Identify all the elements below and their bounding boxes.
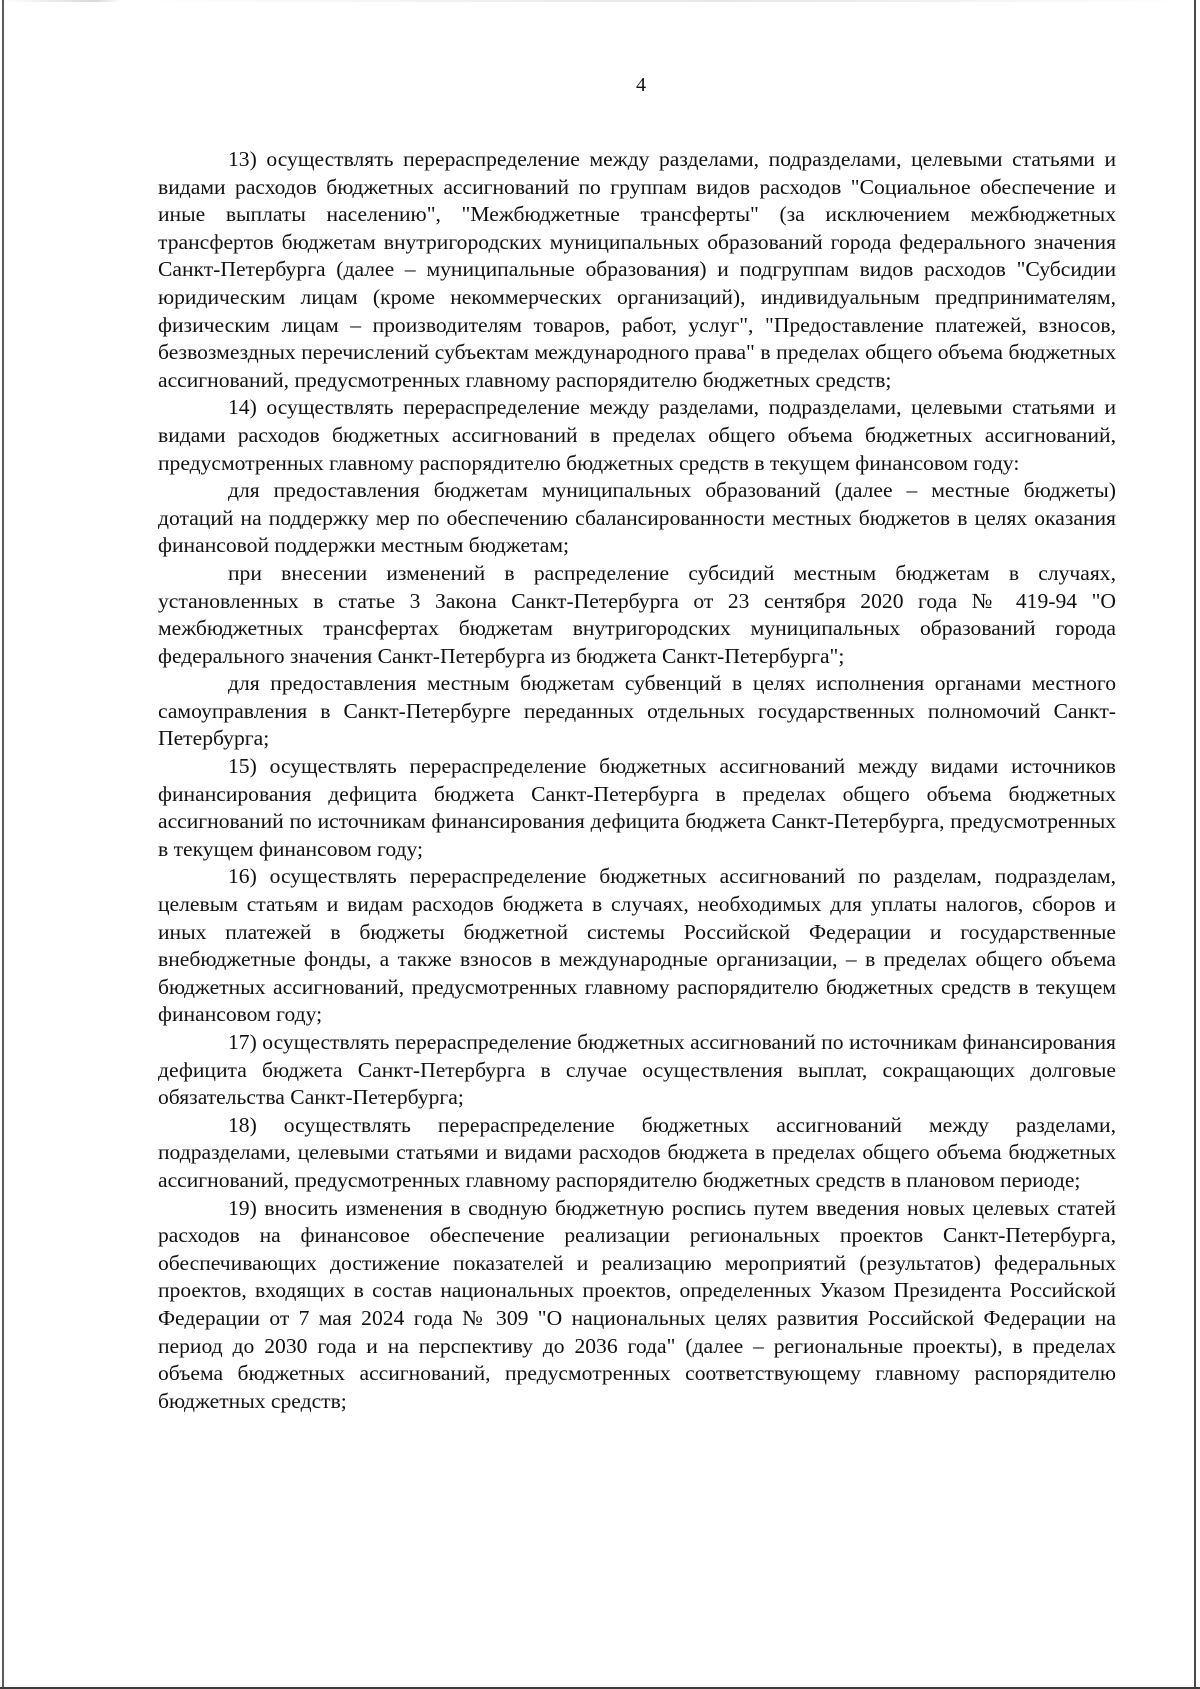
paragraph-item-16: 16) осуществлять перераспределение бюджетных ассигнований по разделам, подразделам, целевым статьям и видам расходов бюджета в случаях, необходимых для уплаты налогов, сборов и иных платежей в бюджеты бюджетной системы Российской Федерации и государственные внебюджетные фонды, а также взносов в международные организации, – в пределах общего объема бюджетных ассигнований, предусмотренных главному распорядителю бюджетных средств в текущем финансовом году; xyxy=(158,864,1116,1027)
paragraph-item-18: 18) осуществлять перераспределение бюджетных ассигнований между разделами, подразделами, целевыми статьями и видами расходов бюджета в пределах общего объема бюджетных ассигнований, предусмотренных главному распорядителю бюджетных средств в плановом периоде; xyxy=(158,1112,1116,1192)
scan-edge-top xyxy=(0,0,1200,2)
page-number: 4 xyxy=(636,74,646,96)
paragraph-item-17: 17) осуществлять перераспределение бюджетных ассигнований по источникам финансирования дефицита бюджета Санкт-Петербурга в случае осуществления выплат, сокращающих долговые обязательства Санкт-Петербурга; xyxy=(158,1030,1116,1110)
paragraph-local-budgets-subsidies: для предоставления бюджетам муниципальных образований (далее – местные бюджеты) дотаций на поддержку мер по обеспечению сбалансированности местных бюджетов в целях оказания финансовой поддержки местным бюджетам; xyxy=(158,478,1116,558)
paragraph-item-14: 14) осуществлять перераспределение между разделами, подразделами, целевыми статьями и видами расходов бюджетных ассигнований в пределах общего объема бюджетных ассигнований, предусмотренных главному распорядителю бюджетных средств в текущем финансовом году: xyxy=(158,395,1116,475)
paragraph-subventions: для предоставления местным бюджетам субвенций в целях исполнения органами местного самоуправления в Санкт-Петербурге переданных отдельных государственных полномочий Санкт-Петербурга; xyxy=(158,671,1116,751)
scan-edge-right xyxy=(1194,0,1196,1689)
paragraph-item-19: 19) вносить изменения в сводную бюджетную роспись путем введения новых целевых статей расходов на финансовое обеспечение реализации региональных проектов Санкт-Петербурга, обеспечивающих достижение показателей и реализацию мероприятий (результатов) федеральных проектов, входящих в состав национальных проектов, определенных Указом Президента Российской Федерации от 7 мая 2024 года № 309 "О национальных целях развития Российской Федерации на период до 2030 года и на перспективу до 2036 года" (далее – региональные проекты), в пределах объема бюджетных ассигнований, предусмотренных соответствующему главному распорядителю бюджетных средств; xyxy=(158,1195,1116,1413)
scan-edge-left xyxy=(2,0,4,1689)
paragraph-subsidy-distribution-changes: при внесении изменений в распределение субсидий местным бюджетам в случаях, установленных в статье 3 Закона Санкт-Петербурга от 23 сентября 2020 года № 419-94 "О межбюджетных трансфертах бюджетам внутригородских муниципальных образований города федерального значения Санкт-Петербурга из бюджета Санкт-Петербурга"; xyxy=(158,560,1116,668)
paragraph-item-15: 15) осуществлять перераспределение бюджетных ассигнований между видами источников финансирования дефицита бюджета Санкт-Петербурга в пределах общего объема бюджетных ассигнований по источникам финансирования дефицита бюджета Санкт-Петербурга, предусмотренных в текущем финансовом году; xyxy=(158,754,1116,861)
document-body xyxy=(158,146,1116,1415)
paragraph-item-13: 13) осуществлять перераспределение между разделами, подразделами, целевыми статьями и видами расходов бюджетных ассигнований по группам видов расходов "Социальное обеспечение и иные выплаты населению", "Межбюджетные трансферты" (за исключением межбюджетных трансфертов бюджетам внутригородских муниципальных образований города федерального значения Санкт-Петербурга (далее – муниципальные образования) и подгруппам видов расходов "Субсидии юридическим лицам (кроме некоммерческих организаций), индивидуальным предпринимателям, физическим лицам – производителям товаров, работ, услуг", "Предоставление платежей, взносов, безвозмездных перечислений субъектам международного права" в пределах общего объема бюджетных ассигнований, предусмотренных главному распорядителю бюджетных средств; xyxy=(158,147,1116,392)
